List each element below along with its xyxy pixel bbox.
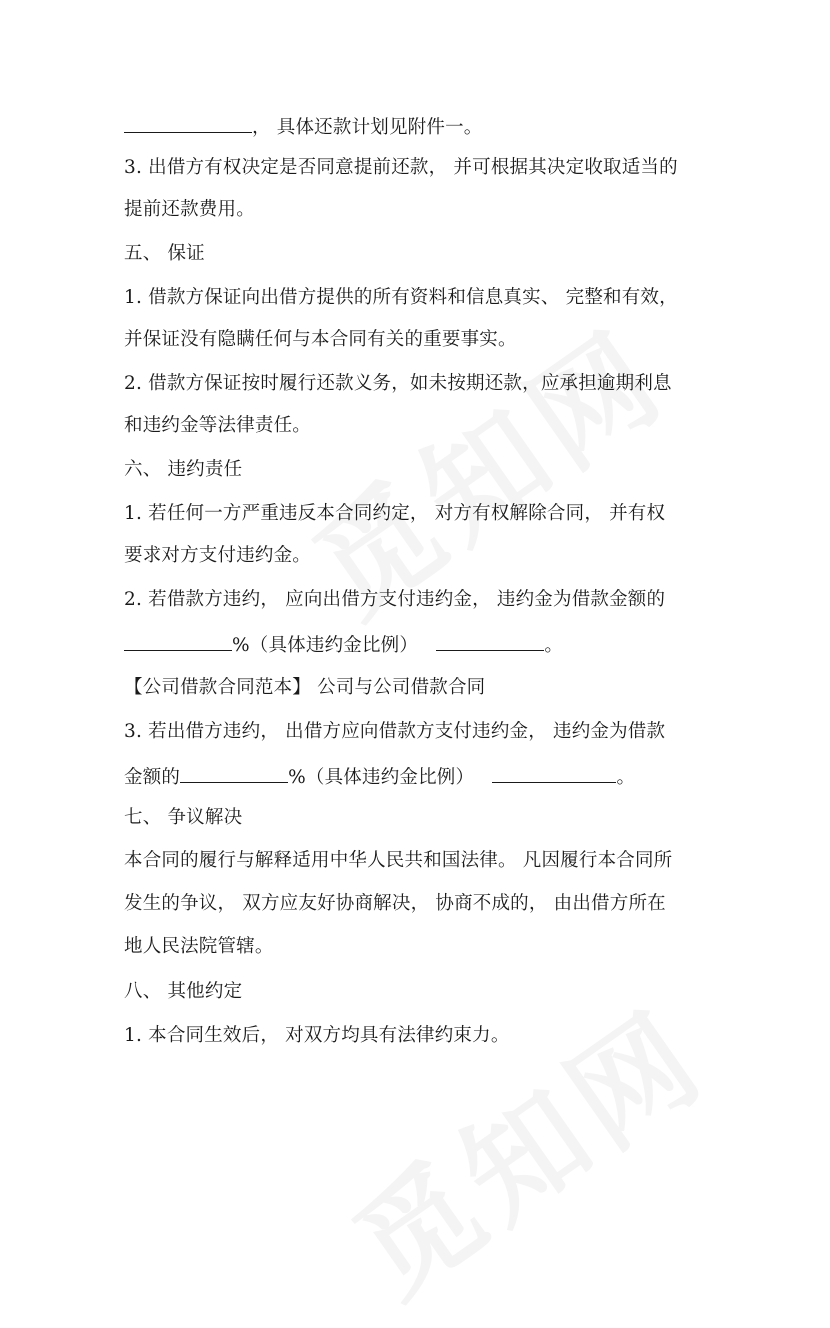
text-segment: 金额的: [124, 767, 181, 788]
text-line: [124, 630, 714, 659]
fill-blank: [124, 630, 232, 651]
text-line: 2. 借款方保证按时履行还款义务，如未按期还款，应承担逾期利息: [124, 373, 672, 394]
text-segment: 。: [616, 767, 636, 788]
text-line: 并保证没有隐瞒任何与本合同有关的重要事实。: [124, 329, 517, 350]
text-line: 1. 若任何一方严重违反本合同约定， 对方有权解除合同， 并有权: [124, 503, 666, 524]
text-line: 3. 出借方有权决定是否同意提前还款， 并可根据其决定收取适当的: [124, 157, 678, 178]
text-line: 提前还款费用。: [124, 199, 255, 220]
text-line: 3. 若出借方违约， 出借方应向借款方支付违约金， 违约金为借款: [124, 721, 666, 742]
text-line: 和违约金等法律责任。: [124, 415, 312, 436]
text-line: 发生的争议， 双方应友好协商解决， 协商不成的， 由出借方所在: [124, 893, 666, 914]
text-segment: 。: [544, 635, 564, 656]
text-segment: ， 具体还款计划见附件一。: [252, 117, 483, 138]
section-heading: 六、 违约责任: [124, 459, 243, 480]
text-segment: %（具体违约金比例）: [232, 635, 419, 656]
text-line: 地人民法院管辖。: [124, 936, 274, 957]
text-line: 本合同的履行与解释适用中华人民共和国法律。 凡因履行本合同所: [124, 850, 673, 871]
watermark: [316, 964, 734, 1328]
fill-blank: [492, 762, 616, 783]
text-line: 要求对方支付违约金。: [124, 545, 312, 566]
text-line: [124, 112, 714, 141]
fill-blank: [180, 762, 288, 783]
section-heading: 七、 争议解决: [124, 807, 243, 828]
text-line: 1. 本合同生效后， 对双方均具有法律约束力。: [124, 1025, 510, 1046]
text-segment: %（具体违约金比例）: [288, 767, 475, 788]
section-heading: 八、 其他约定: [124, 981, 243, 1002]
text-line: 【公司借款合同范本】 公司与公司借款合同: [124, 677, 486, 698]
text-line: 2. 若借款方违约， 应向出借方支付违约金， 违约金为借款金额的: [124, 589, 666, 610]
text-line: 1. 借款方保证向出借方提供的所有资料和信息真实、 完整和有效，: [124, 287, 678, 308]
fill-blank: [124, 112, 252, 133]
fill-blank: [436, 630, 544, 651]
section-heading: 五、 保证: [124, 243, 205, 264]
text-line: [124, 762, 714, 791]
